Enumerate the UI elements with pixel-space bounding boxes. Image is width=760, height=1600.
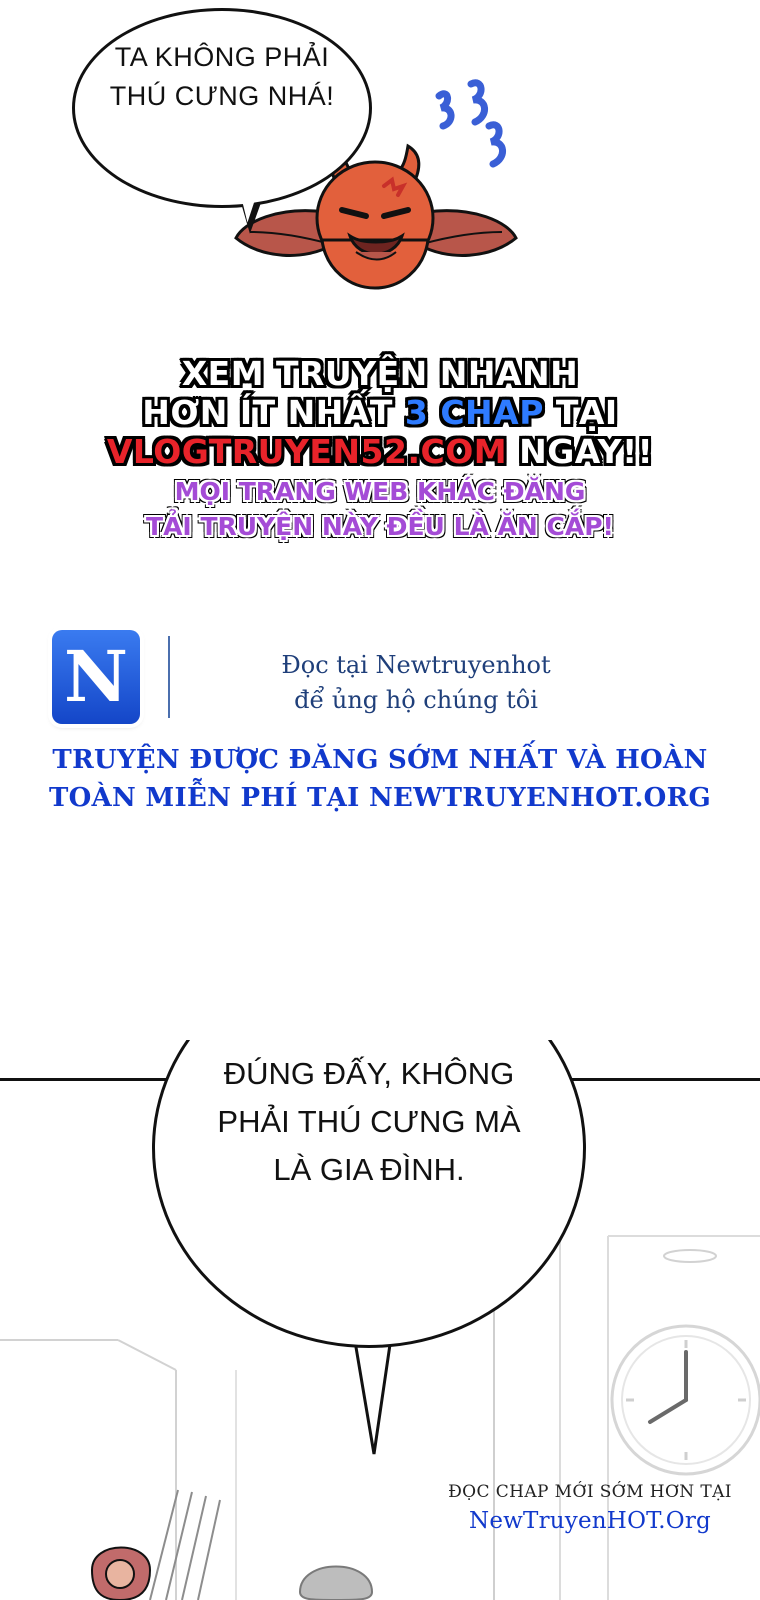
speech-bubble-2-line-2: PHẢI THÚ CƯNG MÀ [217, 1104, 521, 1140]
ad-line-3-part-b: NGAY!! [507, 431, 654, 471]
footer-site-name[interactable]: NewTruyenHOT.Org [469, 1508, 711, 1534]
ad-site-url[interactable]: VLOGTRUYEN52.COM [106, 431, 508, 471]
brand-text-line-2: để ủng hộ chúng tôi [294, 685, 538, 714]
ad-line-1: XEM TRUYỆN NHANH [181, 354, 579, 393]
ad-line-2-part-a: HƠN ÍT NHẤT [142, 392, 405, 432]
footer-watermark [430, 1482, 750, 1534]
ad-subline-1: MỌI TRANG WEB KHÁC ĐĂNG [174, 476, 586, 506]
promo-line-2: TOÀN MIỄN PHÍ TẠI NEWTRUYENHOT.ORG [48, 782, 712, 813]
speech-bubble-1-text [72, 38, 372, 116]
ad-chap-count: 3 CHAP [404, 392, 544, 432]
speech-bubble-1-line-1: TA KHÔNG PHẢI [114, 42, 330, 72]
brand-divider [168, 636, 170, 718]
speech-bubble-2-line-1: ĐÚNG ĐẤY, KHÔNG [223, 1056, 515, 1091]
ad-subline-2: TẢI TRUYỆN NÀY ĐỀU LÀ ĂN CẮP! [146, 512, 614, 542]
logo-letter: N [64, 635, 128, 718]
newtruyenhot-logo[interactable] [52, 630, 140, 724]
promo-text [0, 742, 760, 817]
ad-line-2-part-c: TẠI [543, 392, 618, 432]
speech-bubble-2-line-3: LÀ GIA ĐÌNH. [273, 1152, 465, 1188]
ad-line-2 [0, 394, 760, 433]
brand-text-line-1: Đọc tại Newtruyenhot [281, 651, 551, 679]
anger-swirl-marks-icon [425, 78, 535, 188]
ad-line-3 [0, 433, 760, 472]
ad-banner [0, 355, 760, 542]
brand-row [0, 622, 760, 732]
promo-line-1: TRUYỆN ĐƯỢC ĐĂNG SỚM NHẤT VÀ HOÀN [52, 745, 708, 775]
speech-bubble-1-line-2: THÚ CƯNG NHÁ! [109, 81, 335, 112]
brand-text [196, 648, 636, 718]
speech-bubble-2-text [152, 1050, 586, 1194]
footer-line-1: ĐỌC CHAP MỚI SỚM HƠN TẠI [448, 1482, 732, 1502]
